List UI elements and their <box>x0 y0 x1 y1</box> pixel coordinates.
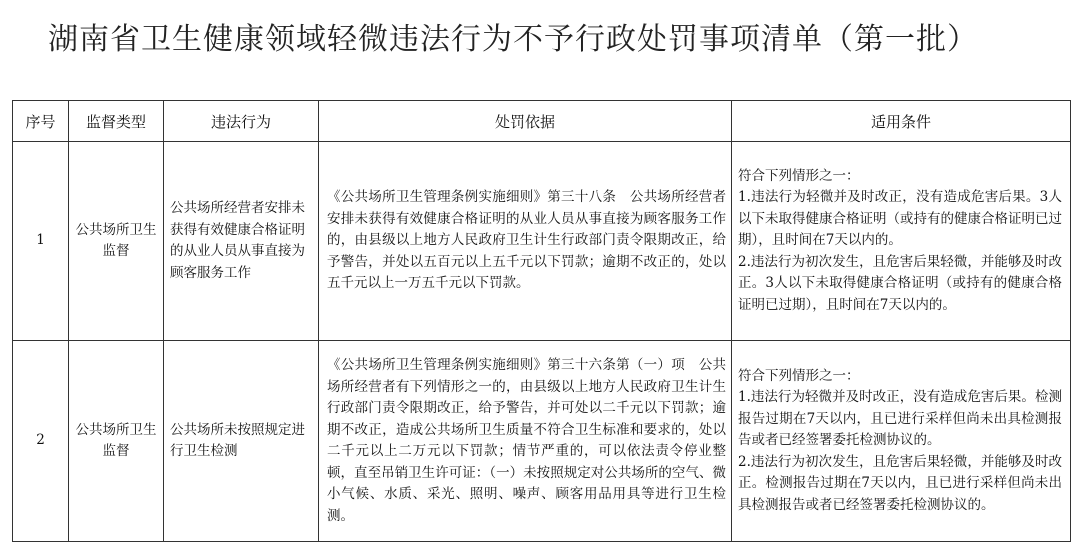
header-number: 序号 <box>13 101 69 142</box>
condition-item: 1.违法行为轻微并及时改正，没有造成危害后果。检测报告过期在7天以内，且已进行采样但尚未出具检测报告或者已经签署委托检测协议的。 <box>738 389 1062 449</box>
supervision-type: 公共场所卫生监督 <box>69 142 164 341</box>
header-violation: 违法行为 <box>164 101 319 142</box>
header-penalty-basis: 处罚依据 <box>319 101 732 142</box>
row-number: 1 <box>13 142 69 341</box>
conditions-intro: 符合下列情形之一： <box>738 167 860 184</box>
supervision-type: 公共场所卫生监督 <box>69 341 164 542</box>
table-header-row <box>13 101 1071 142</box>
conditions-intro: 符合下列情形之一： <box>738 367 860 384</box>
penalty-basis: 《公共场所卫生管理条例实施细则》第三十六条第（一）项 公共场所经营者有下列情形之一的，由县级以上地方人民政府卫生计生行政部门责令限期改正，给予警告，并可处以二千元以下罚款；逾期不改正，造成公共场所卫生质量不符合卫生标准和要求的，处以二千元以上二万元以下罚款；情节严重的，可以依法责令停业整顿，直至吊销卫生许可证：（一）未按照规定对公共场所的空气、微小气候、水质、采光、照明、噪声、顾客用品用具等进行卫生检测。 <box>319 341 732 542</box>
applicable-conditions <box>732 341 1071 542</box>
page-title: 湖南省卫生健康领域轻微违法行为不予行政处罚事项清单（第一批） <box>48 22 978 57</box>
row-number: 2 <box>13 341 69 542</box>
violation-description: 公共场所未按照规定进行卫生检测 <box>164 341 319 542</box>
condition-item: 2.违法行为初次发生，且危害后果轻微，并能够及时改正。检测报告过期在7天以内，且已进行采样但尚未出具检测报告或者已经签署委托检测协议的。 <box>738 453 1062 513</box>
table-row <box>13 341 1071 542</box>
header-supervision-type: 监督类型 <box>69 101 164 142</box>
penalty-basis: 《公共场所卫生管理条例实施细则》第三十八条 公共场所经营者安排未获得有效健康合格证明的从业人员从事直接为顾客服务工作的，由县级以上地方人民政府卫生计生行政部门责令限期改正，给予警告，并处以五百元以上五千元以下罚款；逾期不改正的，处以五千元以上一万五千元以下罚款。 <box>319 142 732 341</box>
header-conditions: 适用条件 <box>732 101 1071 142</box>
penalty-exemption-table <box>12 100 1071 542</box>
applicable-conditions <box>732 142 1071 341</box>
violation-description: 公共场所经营者安排未获得有效健康合格证明的从业人员从事直接为顾客服务工作 <box>164 142 319 341</box>
table-row <box>13 142 1071 341</box>
condition-item: 1.违法行为轻微并及时改正，没有造成危害后果。3人以下未取得健康合格证明（或持有的健康合格证明已过期），且时间在7天以内的。 <box>738 189 1062 249</box>
condition-item: 2.违法行为初次发生，且危害后果轻微，并能够及时改正。3人以下未取得健康合格证明（或持有的健康合格证明已过期），且时间在7天以内的。 <box>738 253 1062 313</box>
